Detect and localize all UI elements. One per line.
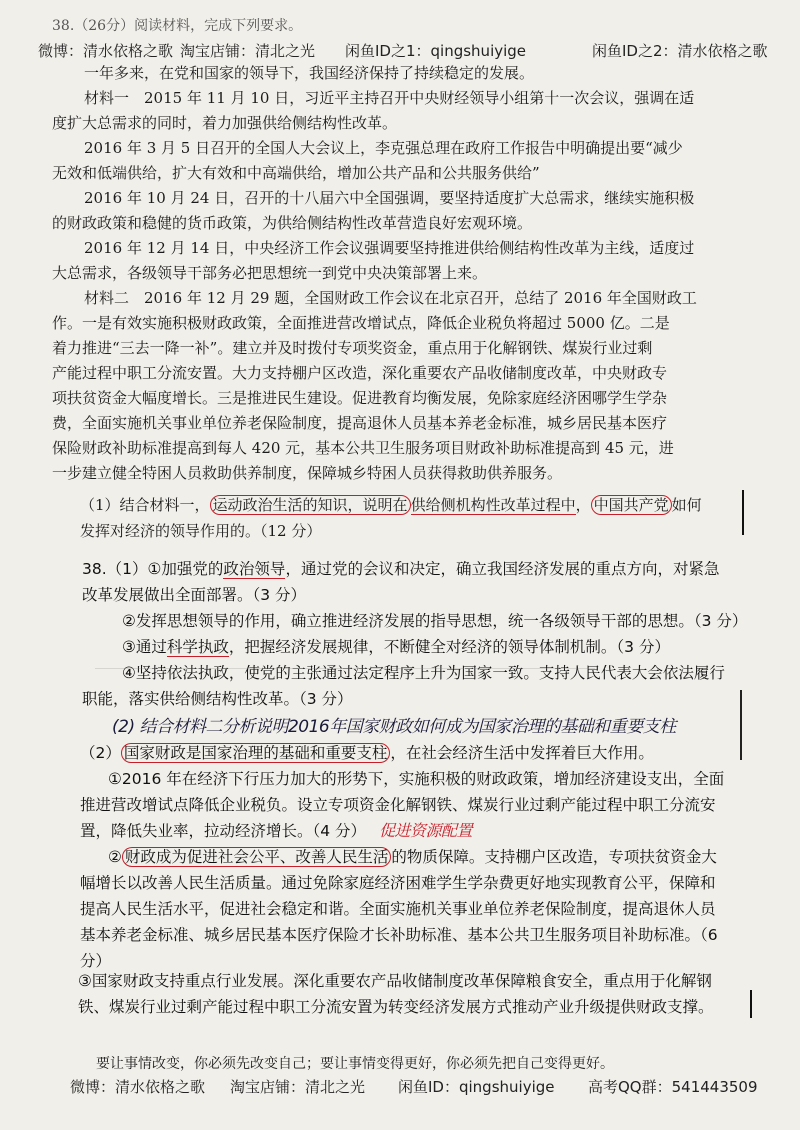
watermark-weibo: 微博：清水依格之歌: [38, 42, 174, 60]
answer-one-line: ③通过科学执政，把握经济发展规律，不断健全对经济的领导体制机制。（3 分）: [122, 638, 670, 656]
answer-two-line: 分）: [80, 952, 112, 970]
material-two-line: 着力推进“三去一降一补”。建立并及时拨付专项奖资金，重点用于化解钢铁、煤炭行业过剩: [52, 339, 653, 357]
question-one-line: 发挥对经济的领导作用的。（12 分）: [80, 522, 322, 540]
answer-two-line: 铁、煤炭行业过剩产能过程中职工分流安置为转变经济发展方式推动产业升级提供财政支撑。: [78, 998, 714, 1016]
answer-one-line: 38.（1）①加强党的政治领导，通过党的会议和决定，确立我国经济发展的重点方向，对紧急: [82, 560, 720, 578]
question-header: 38.（26分）阅读材料，完成下列要求。: [52, 18, 303, 34]
watermark-qq: 高考QQ群：541443509: [588, 1078, 758, 1096]
handwritten-question-two: (2) 结合材料二分析说明2016年国家财政如何成为国家治理的基础和重要支柱: [112, 717, 676, 737]
margin-mark: [742, 490, 744, 535]
answer-one-line: 改革发展做出全面部署。（3 分）: [82, 586, 307, 604]
question-one-line: （1）结合材料一， 运动政治生活的知识，说明在 供给侧机构性改革过程中， 中国共产党 如何: [80, 496, 702, 514]
answer-one-line: 职能，落实供给侧结构性改革。（3 分）: [82, 690, 353, 708]
answer-two-heading: （2） 国家财政是国家治理的基础和重要支柱 ，在社会经济生活中发挥着巨大作用。: [80, 744, 654, 762]
watermark-weibo: 微博：清水依格之歌: [70, 1078, 206, 1096]
material-intro: 一年多来，在党和国家的领导下，我国经济保持了持续稳定的发展。: [84, 64, 535, 82]
margin-mark: [740, 690, 742, 760]
ghost-rule: [95, 668, 595, 669]
answer-one-line: ④坚持依法执政，使党的主张通过法定程序上升为国家一致。支持人民代表大会依法履行: [122, 664, 725, 682]
margin-mark: [750, 990, 752, 1018]
watermark-shop: 淘宝店铺：清北之光: [180, 42, 316, 60]
material-one-line: 材料一 2015 年 11 月 10 日，习近平主持召开中央财经领导小组第十一次会议，强调在适: [84, 89, 695, 107]
material-one-line: 2016 年 3 月 5 日召开的全国人大会议上，李克强总理在政府工作报告中明确提出要“减少: [84, 139, 683, 157]
answer-two-line: 置，降低失业率，拉动经济增长。（4 分） 促进资源配置: [80, 821, 472, 840]
answer-two-line: 提高人民生活水平，促进社会稳定和谐。全面实施机关事业单位养老保险制度，提高退休人员: [80, 900, 716, 918]
answer-two-line: 幅增长以改善人民生活质量。通过免除家庭经济困难学生学杂费更好地实现教育公平，保障和: [80, 874, 716, 892]
answer-two-line: ② 财政成为促进社会公平、改善人民生活 的物质保障。支持棚户区改造，专项扶贫资金大: [108, 848, 717, 866]
material-one-line: 无效和低端供给，扩大有效和中高端供给，增加公共产品和公共服务供给”: [52, 164, 540, 182]
material-two-line: 一步建立健全特困人员救助供养制度，保障城乡特困人员获得救助供养服务。: [52, 464, 563, 482]
material-one-line: 的财政政策和稳健的货币政策，为供给侧结构性改革营造良好宏观环境。: [52, 214, 533, 232]
answer-one-line: ②发挥思想领导的作用，确立推进经济发展的指导思想，统一各级领导干部的思想。（3 分）: [122, 612, 748, 630]
material-two-line: 材料二 2016 年 12 月 29 题，全国财政工作会议在北京召开，总结了 2016 年全国财政工: [84, 289, 697, 307]
material-one-line: 大总需求，各级领导干部务必把思想统一到党中央决策部署上来。: [52, 264, 488, 282]
answer-two-line: ①2016 年在经济下行压力加大的形势下，实施积极的财政政策，增加经济建设支出，全面: [108, 770, 725, 788]
material-two-line: 项扶贫资金大幅度增长。三是推进民生建设。促进教育均衡发展，免除家庭经济困哪学生学杂: [52, 389, 668, 407]
material-one-line: 2016 年 12 月 14 日，中央经济工作会议强调要坚持推进供给侧结构性改革为主线，适度过: [84, 239, 695, 257]
material-two-line: 产能过程中职工分流安置。大力支持棚户区改造，深化重要农产品收储制度改革，中央财政专: [52, 364, 668, 382]
material-two-line: 作。一是有效实施积极财政政策，全面推进营改增试点，降低企业税负将超过 5000 亿。二是: [52, 314, 670, 332]
watermark-xianyu2: 闲鱼ID之2：清水依格之歌: [592, 42, 768, 60]
watermark-xianyu: 闲鱼ID：qingshuiyige: [398, 1078, 555, 1096]
material-one-line: 2016 年 10 月 24 日，召开的十八届六中全国强调，要坚持适度扩大总需求，继续实施积极: [84, 189, 695, 207]
watermark-xianyu1: 闲鱼ID之1：qingshuiyige: [345, 42, 527, 60]
material-two-line: 费，全面实施机关事业单位养老保险制度，提高退休人员基本养老金标准，城乡居民基本医疗: [52, 414, 668, 432]
material-two-line: 保险财政补助标准提高到每人 420 元，基本公共卫生服务项目财政补助标准提高到 45 元，进: [52, 439, 674, 457]
handwritten-note: 促进资源配置: [378, 821, 472, 840]
watermark-shop: 淘宝店铺：清北之光: [230, 1078, 366, 1096]
motto: 要让事情改变，你必须先改变自己；要让事情变得更好，你必须先把自己变得更好。: [96, 1056, 614, 1072]
material-one-line: 度扩大总需求的同时，着力加强供给侧结构性改革。: [52, 114, 398, 132]
answer-two-line: 推进营改增试点降低企业税负。设立专项资金化解钢铁、煤炭行业过剩产能过程中职工分流安: [80, 796, 716, 814]
answer-two-line: 基本养老金标准、城乡居民基本医疗保险才长补助标准、基本公共卫生服务项目补助标准。（6: [80, 926, 718, 944]
answer-two-line: ③国家财政支持重点行业发展。深化重要农产品收储制度改革保障粮食安全，重点用于化解钢: [78, 972, 712, 990]
